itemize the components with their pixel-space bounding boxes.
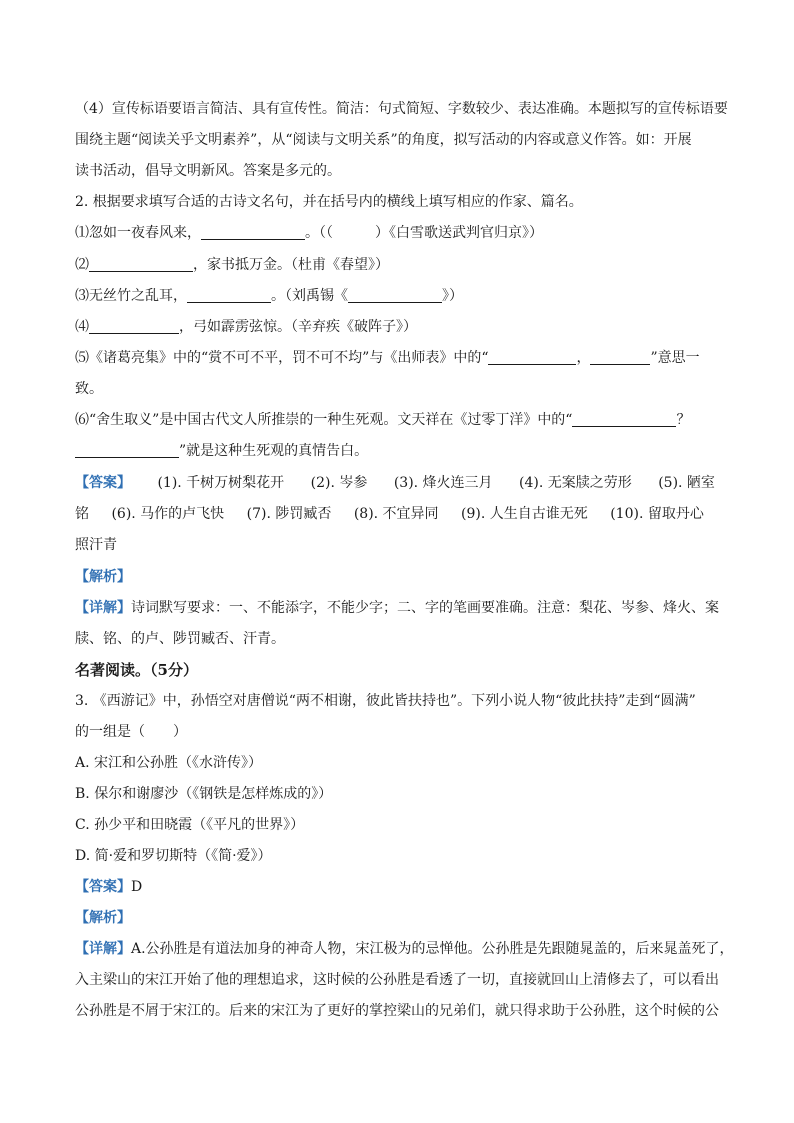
answer-item: 铭	[75, 506, 89, 522]
answer-blank	[572, 412, 676, 427]
option-c: C. 孙少平和田晓霞（《平凡的世界》）	[75, 817, 305, 833]
q2-item2-num: ⑵	[75, 257, 89, 273]
section-heading: 名著阅读。（5分）	[75, 661, 198, 679]
q3-detail-line3: 公孙胜是不屑于宋江的。后来的宋江为了更好的掌控梁山的兄弟们，就只得求助于公孙胜，这个时候的公	[75, 1003, 719, 1019]
answer-blank	[201, 225, 305, 240]
answer-item: (3). 烽火连三月	[393, 475, 493, 491]
answer-blank	[590, 350, 650, 365]
q2-item6-text: ⑹“舍生取义”是中国古代文人所推崇的一种生死观。文天祥在《过零丁洋》中的“	[75, 412, 573, 428]
option-a: A. 宋江和公孙胜（《水浒传》）	[75, 755, 263, 771]
q2-answer-line1	[75, 474, 725, 492]
detail-text: A.公孙胜是有道法加身的神奇人物，宋江极为的忌惮他。公孙胜是先跟随晁盖的，后来晁盖死了，	[131, 941, 734, 957]
q1-4-line1: （4）宣传标语要语言简洁、具有宣传性。简洁：句式简短、字数较少、表达准确。本题拟写的宣传标语要	[75, 101, 728, 117]
q2-item1-paren: 。（（	[305, 225, 333, 241]
q3-stem-cont: 的一组是（ ）	[75, 724, 187, 740]
q3-stem: 3. 《西游记》中，孙悟空对唐僧说“两不相谢，彼此皆扶持也”。下列小说人物“彼此扶持”走到“圆满”	[75, 693, 696, 709]
analysis-tag: 【解析】	[75, 910, 131, 926]
q3-detail-line1	[75, 940, 734, 958]
answer-value: D	[131, 879, 143, 895]
detail-tag: 【详解】	[75, 600, 131, 616]
q2-stem: 2. 根据要求填写合适的古诗文名句，并在括号内的横线上填写相应的作家、篇名。	[75, 194, 583, 210]
answer-blank	[89, 319, 179, 334]
answer-item: (1). 千树万树梨花开	[157, 475, 285, 491]
answer-tag: 【答案】	[75, 475, 131, 491]
q2-item4-num: ⑷	[75, 319, 89, 335]
q2-detail-line2: 牍、铭、的卢、陟罚臧否、汗青。	[75, 631, 285, 647]
detail-text: 诗词默写要求：一、不能添字，不能少字；二、字的笔画要准确。注意：梨花、岑参、烽火、案	[131, 600, 719, 616]
answer-item: (9). 人生自古谁无死	[461, 506, 588, 522]
q2-answer-line2	[75, 505, 725, 523]
answer-blank	[187, 288, 271, 303]
answer-item: (8). 不宜异同	[353, 506, 439, 522]
analysis-tag: 【解析】	[75, 569, 131, 585]
q2-detail-line1	[75, 599, 725, 617]
q2-item6-q: ？	[676, 412, 691, 428]
q2-item6-cont	[75, 442, 725, 460]
answer-blank	[75, 443, 179, 458]
answer-item: (10). 留取丹心	[610, 506, 704, 522]
q2-item5-cont: 致。	[75, 381, 103, 397]
q2-item1-title: ）《白雪歌送武判官归京》）	[375, 225, 543, 241]
q2-item2	[75, 256, 725, 274]
answer-item: (6). 马作的卢飞快	[111, 506, 225, 522]
answer-item: (5). 陋室	[658, 475, 715, 491]
q2-answer-line3: 照汗青	[75, 537, 117, 553]
q2-item5-text: ⑸《诸葛亮集》中的“赏不可不平，罚不可不均”与《出师表》中的“	[75, 350, 489, 366]
q2-item3-text: ⑶无丝竹之乱耳，	[75, 288, 187, 304]
q2-item5-end: ”意思一	[650, 350, 700, 366]
q3-detail-line2: 入主梁山的宋江开始了他的理想追求，这时候的公孙胜是看透了一切，直接就回山上清修去了，可以看出	[75, 972, 719, 988]
q2-item4	[75, 318, 725, 336]
q2-item3	[75, 287, 725, 305]
q2-item5-comma: ，	[576, 350, 591, 366]
detail-tag: 【详解】	[75, 941, 131, 957]
q1-4-line2: 围绕主题“阅读关乎文明素养”，从“阅读与文明关系”的角度，拟写活动的内容或意义作答。如：开展	[75, 132, 692, 148]
option-d: D. 简·爱和罗切斯特（《简·爱》）	[75, 848, 272, 864]
q2-item6	[75, 411, 725, 429]
q2-item2-text: ，家书抵万金。（杜甫《春望》）	[193, 257, 389, 273]
q1-4-line3: 读书活动，倡导文明新风。答案是多元的。	[75, 163, 341, 179]
answer-blank	[488, 350, 576, 365]
q3-answer	[75, 878, 725, 896]
answer-item: (7). 陟罚臧否	[246, 506, 332, 522]
q2-item3-end: 》）	[442, 288, 463, 304]
q2-item1	[75, 224, 725, 242]
q2-item4-text: ，弓如霹雳弦惊。（辛弃疾《破阵子》）	[179, 319, 417, 335]
q2-item6-end: ”就是这种生死观的真情告白。	[179, 443, 369, 459]
q2-item3-author: 。（刘禹锡《	[271, 288, 348, 304]
answer-blank	[89, 257, 193, 272]
option-b: B. 保尔和谢廖沙（《钢铁是怎样炼成的》）	[75, 786, 333, 802]
answer-item: (2). 岑参	[310, 475, 368, 491]
answer-item: (4). 无案牍之劳形	[519, 475, 632, 491]
q2-item1-text: ⑴忽如一夜春风来，	[75, 225, 201, 241]
title-blank	[348, 288, 442, 303]
answer-tag: 【答案】	[75, 879, 131, 895]
q2-item5	[75, 349, 725, 367]
